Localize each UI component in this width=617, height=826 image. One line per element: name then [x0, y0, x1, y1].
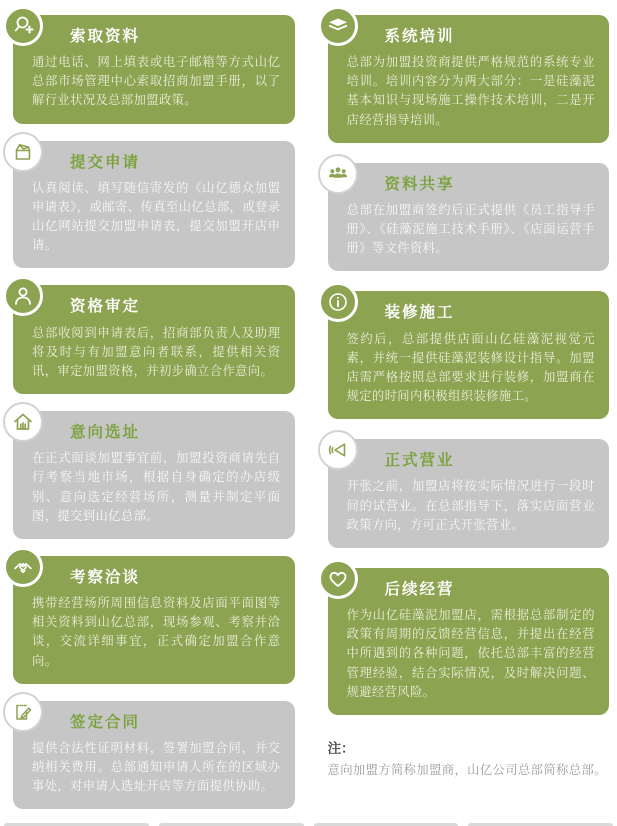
step-description: 开张之前，加盟店将按实际情况进行一段时间的试营业。在总部指导下，落实店面营业政策方向，方可正式开张营业。 [346, 479, 595, 532]
card-request-info [13, 15, 295, 124]
card-sign-contract [13, 701, 295, 810]
contract-pen-icon [3, 692, 43, 732]
card-document-sharing [328, 163, 610, 272]
footnote-text: 意向加盟方简称加盟商，山亿公司总部简称总部。 [327, 762, 607, 777]
users-group-icon [318, 154, 358, 194]
user-icon [3, 276, 43, 316]
card-site-selection [13, 411, 295, 539]
step-description: 总部收阅到申请表后，招商部负责人及助理将及时与有加盟意向者联系，提供相关资讯，审定加盟资格，并初步确立合作意向。 [32, 325, 281, 378]
home-icon [3, 402, 43, 442]
step-title: 后续经营 [384, 579, 455, 598]
card-ongoing-operation [328, 568, 610, 715]
search-plus-icon [3, 6, 43, 46]
step-title: 装修施工 [384, 303, 455, 322]
book-icon [318, 6, 358, 46]
step-title: 正式营业 [384, 451, 455, 470]
info-icon [318, 282, 358, 322]
step-description: 通过电话、网上填表或电子邮箱等方式山亿总部市场管理中心索取招商加盟手册，以了解行业状况及总部加盟政策。 [32, 55, 281, 108]
left-column [8, 15, 295, 826]
step-description: 认真阅读、填写随信寄发的《山亿德众加盟申请表》，或邮寄、传真至山亿总部，或登录山亿网站提交加盟申请表，提交加盟开店申请。 [32, 180, 281, 253]
step-title: 资料共享 [384, 174, 455, 193]
step-title: 提交申请 [70, 152, 141, 171]
step-title: 意向选址 [70, 423, 141, 442]
step-description: 总部在加盟商签约后正式提供《员工指导手册》、《硅藻泥施工技术手册》、《店面运营手册》等文件资料。 [346, 202, 595, 256]
step-description: 在正式面谈加盟事宜前，加盟投资商请先自行考察当地市场，根据自身确定的办店级别、意向选定经营场所，测量并制定平面图，提交到山亿总部。 [32, 451, 281, 523]
megaphone-icon [318, 430, 358, 470]
step-description: 总部为加盟投资商提供严格规范的系统专业培训。培训内容分为两大部分：一是硅藻泥基本知识与现场施工操作技术培训，二是开店经营指导培训。 [346, 55, 595, 127]
step-title: 考察洽谈 [70, 567, 141, 586]
step-title: 索取资料 [70, 27, 141, 45]
footnote-label: 注： [327, 740, 355, 757]
step-description: 提供合法性证明材料，签署加盟合同，并交纳相关费用。总部通知申请人所在的区域办事处，对申请人选址开店等方面提供协助。 [32, 740, 281, 794]
handshake-icon [3, 547, 43, 587]
envelope-icon [3, 132, 43, 172]
step-title: 签定合同 [70, 712, 141, 731]
card-official-opening [328, 439, 610, 548]
step-description: 作为山亿硅藻泥加盟店，需根据总部制定的政策有周期的反馈经营信息，并提出在经营中所遇到的各种问题，依托总部丰富的经营管理经验，结合实际情况，及时解决问题、规避经营风险。 [346, 608, 595, 699]
right-column [323, 15, 610, 826]
step-title: 资格审定 [70, 297, 141, 316]
step-description: 签约后，总部提供店面山亿硅藻泥视觉元素，并统一提供硅藻泥装修设计指导。加盟店需严格按照总部要求进行装修，加盟商在规定的时间内积极组织装修施工。 [346, 331, 595, 404]
heart-icon [318, 559, 358, 599]
card-decoration-construction [328, 291, 610, 419]
card-qualification-review [13, 285, 295, 394]
step-description: 携带经营场所周围信息资料及店面平面图等相关资料到山亿总部，现场参观、考察并洽谈，交流详细事宜，正式确定加盟合作意向。 [32, 596, 281, 668]
card-visit-negotiation [13, 556, 295, 684]
card-system-training [328, 15, 610, 143]
step-title: 系统培训 [384, 27, 455, 45]
footnote [328, 737, 610, 778]
card-submit-application [13, 141, 295, 269]
